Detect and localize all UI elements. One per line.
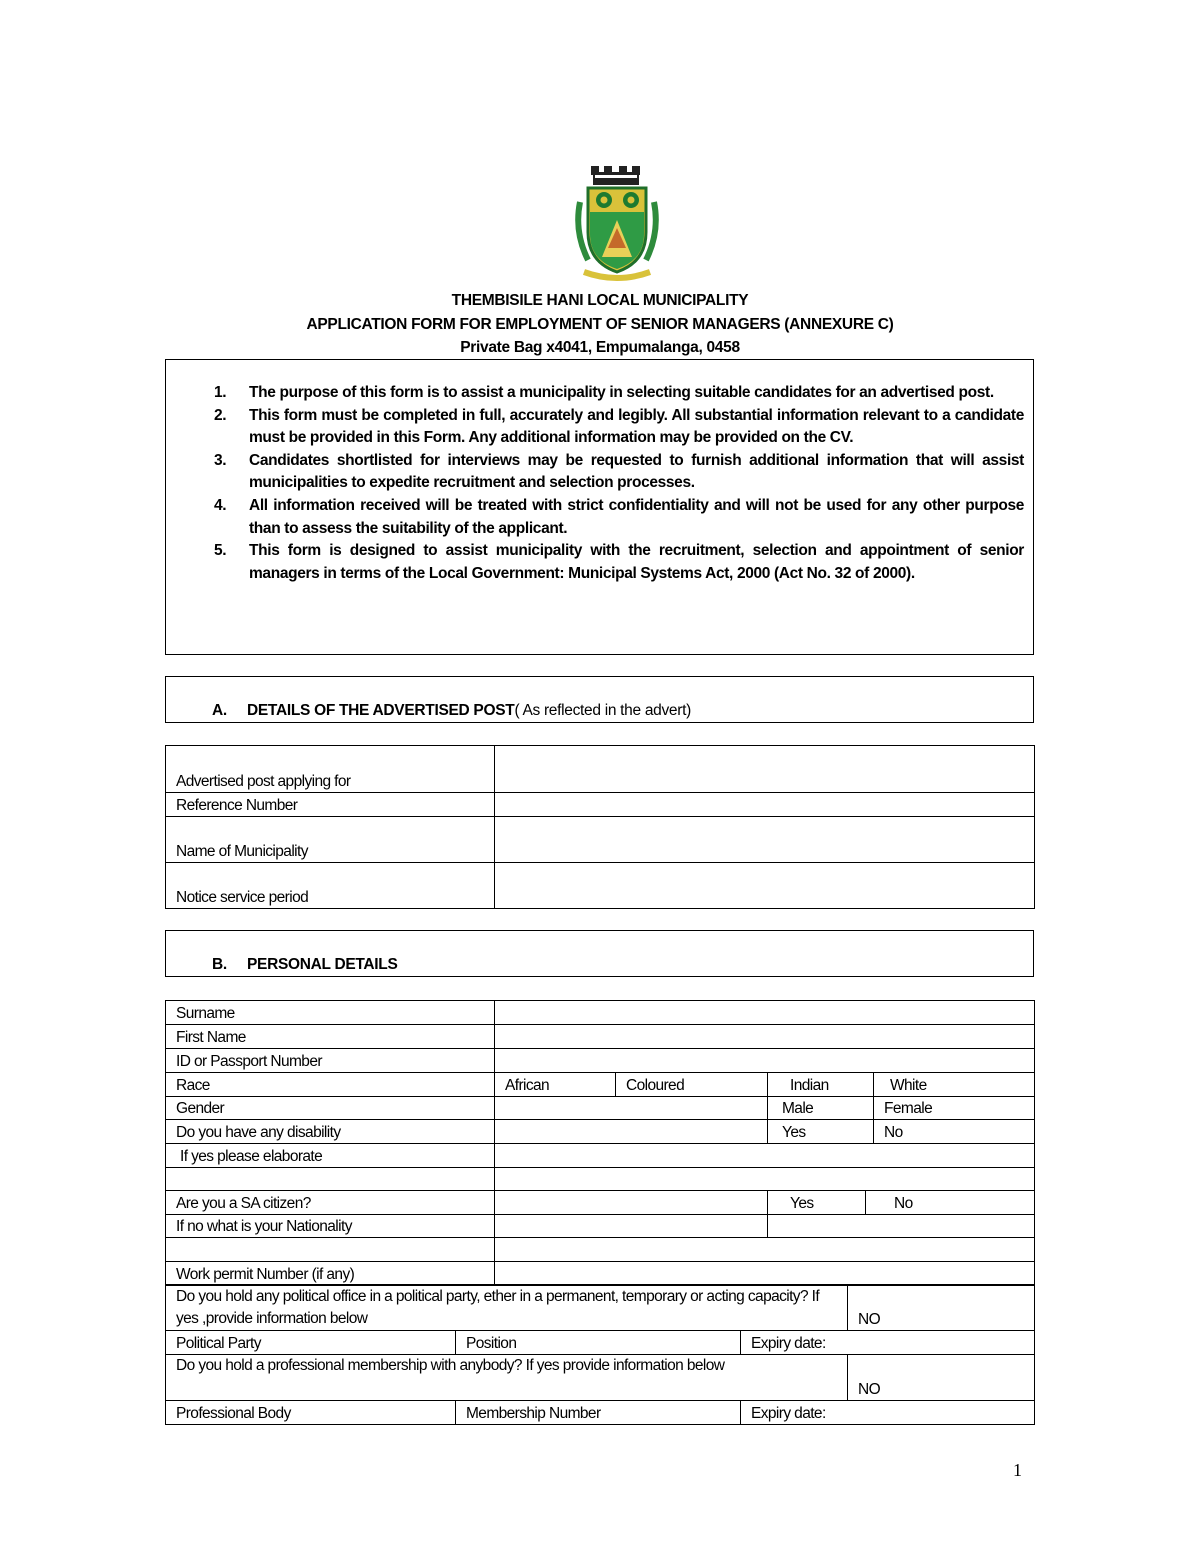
expiry-date-label: Expiry date:: [741, 1401, 1035, 1425]
table-row: [166, 1144, 1035, 1168]
section-title-text: DETAILS OF THE ADVERTISED POST: [247, 702, 515, 719]
professional-body-label: Professional Body: [166, 1401, 456, 1425]
field-label: If yes please elaborate: [166, 1144, 495, 1168]
field-label: Do you have any disability: [166, 1120, 495, 1144]
race-option-african[interactable]: African: [495, 1073, 616, 1097]
section-a-title: [212, 702, 691, 720]
table-row: [166, 1401, 1035, 1425]
field-label: Surname: [166, 1001, 495, 1025]
table-row: [166, 1238, 1035, 1262]
disability-details-continued-input[interactable]: [495, 1168, 1035, 1191]
instruction-number: 5.: [214, 542, 227, 560]
table-row: [166, 1262, 1035, 1286]
municipality-name-input[interactable]: [495, 817, 1035, 863]
section-note: ( As reflected in the advert): [514, 702, 691, 719]
blank-cell: [166, 1168, 495, 1191]
instructions-box: [165, 359, 1034, 655]
table-row: [166, 1285, 1035, 1331]
instruction-item: [214, 495, 1024, 540]
citizen-blank-cell: [495, 1191, 768, 1215]
instruction-number: 4.: [214, 496, 227, 514]
disability-blank-cell: [495, 1120, 768, 1144]
table-row: [166, 1097, 1035, 1120]
political-party-label: Political Party: [166, 1331, 456, 1355]
field-label: First Name: [166, 1025, 495, 1049]
political-office-question: Do you hold any political office in a political party, ether in a permanent, temporary or acting capacity? If yes ,provide information below: [166, 1285, 848, 1331]
disability-option-yes[interactable]: Yes: [768, 1120, 874, 1144]
table-row: [166, 793, 1035, 817]
table-row: [166, 1331, 1035, 1355]
race-option-white[interactable]: White: [874, 1073, 1035, 1097]
table-row: [166, 1168, 1035, 1191]
notice-period-input[interactable]: [495, 863, 1035, 909]
field-label: Gender: [166, 1097, 495, 1120]
instruction-item: [214, 405, 1024, 450]
professional-membership-answer[interactable]: NO: [848, 1355, 1035, 1401]
instruction-text: The purpose of this form is to assist a municipality in selecting suitable candidates for an advertised post.: [249, 384, 994, 401]
nationality-continued-input[interactable]: [495, 1238, 1035, 1262]
field-label: Notice service period: [166, 863, 495, 909]
table-row: [166, 863, 1035, 909]
table-row: [166, 746, 1035, 793]
section-title-text: PERSONAL DETAILS: [247, 956, 398, 973]
field-label: Advertised post applying for: [166, 746, 495, 793]
instruction-number: 1.: [214, 384, 227, 401]
citizen-option-no[interactable]: No: [866, 1191, 1035, 1215]
gender-option-female[interactable]: Female: [874, 1097, 1035, 1120]
table-row: [166, 1001, 1035, 1025]
disability-details-input[interactable]: [495, 1144, 1035, 1168]
instructions-list: [214, 382, 1024, 585]
gender-option-male[interactable]: Male: [768, 1097, 874, 1120]
table-row: [166, 1191, 1035, 1215]
professional-membership-question: Do you hold a professional membership with anybody? If yes provide information below: [166, 1355, 848, 1401]
field-label: ID or Passport Number: [166, 1049, 495, 1073]
membership-table: [165, 1284, 1035, 1425]
form-title: APPLICATION FORM FOR EMPLOYMENT OF SENIOR MANAGERS (ANNEXURE C): [306, 316, 894, 333]
table-row: [166, 817, 1035, 863]
section-a-header: [165, 676, 1034, 723]
field-label: Work permit Number (if any): [166, 1262, 495, 1286]
table-row: [166, 1073, 1035, 1097]
table-row: [166, 1215, 1035, 1238]
first-name-input[interactable]: [495, 1025, 1035, 1049]
instruction-text: All information received will be treated with strict confidentiality and will not be used for any other purpose than to assess the suitability of the applicant.: [249, 496, 1024, 537]
crown: [591, 166, 640, 185]
field-label: Reference Number: [166, 793, 495, 817]
position-label: Position: [456, 1331, 741, 1355]
section-letter: B.: [212, 956, 227, 973]
page-number: 1: [1013, 1460, 1022, 1480]
id-number-input[interactable]: [495, 1049, 1035, 1073]
postal-address: Private Bag x4041, Empumalanga, 0458: [460, 339, 740, 356]
instruction-text: This form is designed to assist municipality with the recruitment, selection and appointment of senior managers in terms of the Local Government: Municipal Systems Act, 2000 (Act No. 32 of 2000).: [249, 542, 1024, 582]
nationality-input-extra[interactable]: [768, 1215, 1035, 1238]
political-office-answer[interactable]: NO: [848, 1285, 1035, 1331]
field-label: Name of Municipality: [166, 817, 495, 863]
table-row: [166, 1355, 1035, 1401]
table-row: [166, 1120, 1035, 1144]
instruction-text: This form must be completed in full, accurately and legibly. All substantial information relevant to a candidate must be provided in this Form. Any additional information may be provided on the CV.: [249, 406, 1024, 447]
instruction-text: Candidates shortlisted for interviews may be requested to furnish additional information that will assist municipalities to expedite recruitment and selection processes.: [249, 451, 1024, 492]
work-permit-input[interactable]: [495, 1262, 1035, 1286]
disability-option-no[interactable]: No: [874, 1120, 1035, 1144]
table-row: [166, 1025, 1035, 1049]
municipality-crest-logo: [566, 162, 668, 286]
organization-name: THEMBISILE HANI LOCAL MUNICIPALITY: [451, 292, 749, 309]
expiry-date-label: Expiry date:: [741, 1331, 1035, 1355]
blank-cell: [166, 1238, 495, 1262]
surname-input[interactable]: [495, 1001, 1035, 1025]
advertised-post-table: [165, 745, 1035, 909]
field-label: Are you a SA citizen?: [166, 1191, 495, 1215]
advertised-post-input[interactable]: [495, 746, 1035, 793]
race-option-coloured[interactable]: Coloured: [616, 1073, 768, 1097]
section-b-header: [165, 930, 1034, 977]
personal-details-table: [165, 1000, 1035, 1191]
instruction-item: [214, 540, 1024, 585]
field-label: If no what is your Nationality: [166, 1215, 495, 1238]
instruction-number: 2.: [214, 406, 227, 424]
membership-number-label: Membership Number: [456, 1401, 741, 1425]
instruction-item: [214, 382, 1024, 405]
reference-number-input[interactable]: [495, 793, 1035, 817]
citizen-option-yes[interactable]: Yes: [768, 1191, 866, 1215]
race-option-indian[interactable]: Indian: [768, 1073, 874, 1097]
nationality-input[interactable]: [495, 1215, 768, 1238]
citizenship-table: [165, 1190, 1035, 1286]
instruction-number: 3.: [214, 451, 227, 469]
field-label: Race: [166, 1073, 495, 1097]
table-row: [166, 1049, 1035, 1073]
section-b-title: [212, 956, 398, 974]
gender-blank-cell: [495, 1097, 768, 1120]
section-letter: A.: [212, 702, 227, 719]
instruction-item: [214, 450, 1024, 495]
